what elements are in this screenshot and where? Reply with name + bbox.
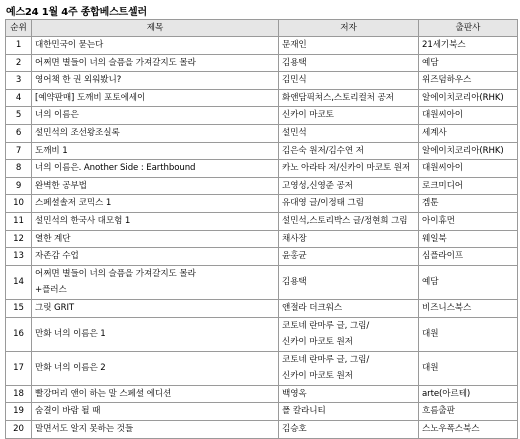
author-cell	[279, 160, 419, 178]
rank-cell-text: 18	[13, 388, 24, 399]
book-title-cell-text: 도깨비 1	[35, 145, 68, 156]
publisher-cell	[419, 265, 518, 299]
publisher-cell	[419, 317, 518, 351]
rank-cell	[6, 72, 32, 90]
publisher-cell	[419, 124, 518, 142]
rank-cell-text: 10	[13, 198, 24, 209]
rank-cell-text: 5	[15, 110, 22, 121]
rank-cell-text: 20	[13, 424, 24, 435]
publisher-cell-text: 예담	[422, 57, 439, 68]
rank-cell	[6, 89, 32, 107]
rank-cell-text: 17	[13, 362, 24, 373]
book-title-cell-text: 그릿 GRIT	[35, 302, 75, 313]
author-cell	[279, 142, 419, 160]
rank-cell	[6, 421, 32, 439]
book-title-cell-text: 숨결이 바람 될 때	[35, 406, 101, 417]
book-title-cell	[32, 107, 279, 125]
publisher-cell-text: 알에이치코리아(RHK)	[422, 92, 504, 103]
publisher-cell	[419, 385, 518, 403]
publisher-cell-text: 흐름출판	[422, 406, 455, 417]
book-title-cell-text: [예약판매] 도깨비 포토에세이	[35, 92, 146, 103]
rank-cell-text: 15	[13, 302, 24, 313]
book-title-cell	[32, 124, 279, 142]
author-cell	[279, 72, 419, 90]
author-cell-text: 채사장	[282, 233, 307, 244]
book-title-cell-text: 설민석의 한국사 대모험 1	[35, 215, 131, 226]
book-title-cell	[32, 299, 279, 317]
book-title-cell-text: 스페셜솔저 코믹스 1	[35, 198, 112, 209]
book-title-cell-text: 대한민국이 묻는다	[35, 40, 104, 50]
book-title-cell	[32, 177, 279, 195]
publisher-cell-text: 대원	[422, 362, 439, 373]
publisher-cell-text: 웨일북	[422, 233, 447, 244]
publisher-cell-text: 세계사	[422, 127, 447, 138]
table-row	[6, 160, 518, 178]
table-row	[6, 142, 518, 160]
rank-cell-text: 3	[15, 75, 22, 86]
book-title-cell-text: 말면서도 알지 못하는 것들	[35, 424, 134, 435]
rank-cell-text: 19	[13, 406, 24, 417]
publisher-cell	[419, 177, 518, 195]
book-title-cell-text: 어쩌면 별들이 너의 슬픔을 가져갈지도 몰라 +플러스	[35, 268, 196, 296]
rank-cell-text: 13	[13, 251, 24, 262]
author-cell	[279, 265, 419, 299]
book-title-cell	[32, 421, 279, 439]
author-cell-text: 윤홍균	[282, 251, 307, 262]
rank-cell-text: 8	[15, 163, 22, 174]
book-title-cell	[32, 248, 279, 266]
author-cell-text: 유대영 글/이정태 그림	[282, 198, 364, 209]
bestseller-table	[5, 19, 518, 439]
table-row	[6, 317, 518, 351]
author-cell	[279, 403, 419, 421]
author-cell-text: 화앤담픽쳐스,스토리컬처 공저	[282, 92, 394, 103]
publisher-cell	[419, 299, 518, 317]
author-cell-text: 폴 칼라니티	[282, 406, 326, 417]
rank-cell-text: 4	[15, 92, 22, 103]
author-cell	[279, 37, 419, 55]
author-cell-text: 카노 아라타 저/신카이 마코토 원저	[282, 163, 411, 174]
column-header-title: 제목	[32, 20, 279, 37]
book-title-cell-text: 열한 계단	[35, 233, 71, 244]
rank-cell-text: 6	[15, 127, 22, 138]
rank-cell-text: 14	[13, 277, 24, 288]
rank-cell	[6, 248, 32, 266]
rank-cell	[6, 37, 32, 55]
table-row	[6, 195, 518, 213]
author-cell-text: 김용택	[282, 57, 307, 68]
rank-cell	[6, 142, 32, 160]
table-row	[6, 177, 518, 195]
book-title-cell	[32, 403, 279, 421]
table-row	[6, 230, 518, 248]
publisher-cell	[419, 421, 518, 439]
table-header-row	[6, 20, 518, 37]
publisher-cell-text: 대원	[422, 328, 439, 339]
rank-cell-text: 16	[13, 328, 24, 339]
rank-cell-text: 7	[15, 145, 22, 156]
table-row	[6, 265, 518, 299]
rank-cell	[6, 265, 32, 299]
book-title-cell	[32, 89, 279, 107]
author-cell	[279, 351, 419, 385]
rank-cell	[6, 351, 32, 385]
book-title-cell	[32, 265, 279, 299]
publisher-cell	[419, 195, 518, 213]
author-cell	[279, 421, 419, 439]
publisher-cell	[419, 89, 518, 107]
page-title: 예스24 1월 4주 종합베스트셀러	[6, 7, 147, 18]
table-row	[6, 248, 518, 266]
publisher-cell	[419, 160, 518, 178]
publisher-cell-text: 예담	[422, 277, 439, 288]
author-cell	[279, 177, 419, 195]
book-title-cell	[32, 142, 279, 160]
publisher-cell-text: 스노우폭스북스	[422, 424, 480, 435]
book-title-cell	[32, 385, 279, 403]
author-cell-text: 코토네 란마루 글, 그림/ 신카이 마코토 원저	[282, 354, 370, 382]
author-cell-text: 김승호	[282, 424, 307, 435]
author-cell	[279, 89, 419, 107]
rank-cell	[6, 124, 32, 142]
author-cell-text: 김용택	[282, 277, 307, 288]
publisher-cell-text: 비즈니스북스	[422, 302, 472, 313]
table-row	[6, 299, 518, 317]
publisher-cell	[419, 351, 518, 385]
author-cell	[279, 54, 419, 72]
table-row	[6, 107, 518, 125]
column-header-author: 저자	[279, 20, 419, 37]
rank-cell-text: 11	[13, 215, 24, 226]
author-cell	[279, 124, 419, 142]
table-row	[6, 351, 518, 385]
author-cell-text: 설민석,스토리박스 글/정현희 그림	[282, 215, 408, 226]
rank-cell-text: 9	[15, 180, 22, 191]
author-cell-text: 코토네 란마루 글, 그림/ 신카이 마코토 원저	[282, 320, 370, 348]
rank-cell	[6, 107, 32, 125]
publisher-cell-text: 알에이치코리아(RHK)	[422, 145, 504, 156]
author-cell	[279, 299, 419, 317]
table-row	[6, 89, 518, 107]
rank-cell-text: 12	[13, 233, 24, 244]
book-title-cell	[32, 351, 279, 385]
book-title-cell	[32, 317, 279, 351]
table-row	[6, 54, 518, 72]
publisher-cell	[419, 230, 518, 248]
author-cell	[279, 385, 419, 403]
book-title-cell	[32, 72, 279, 90]
publisher-cell	[419, 72, 518, 90]
publisher-cell-text: 심플라이프	[422, 251, 464, 262]
book-title-cell-text: 어쩌면 별들이 너의 슬픔을 가져갈지도 몰라	[35, 57, 196, 68]
book-title-cell	[32, 195, 279, 213]
author-cell	[279, 212, 419, 230]
publisher-cell-text: 대원씨아이	[422, 110, 464, 121]
rank-cell-text: 1	[15, 40, 22, 50]
rank-cell	[6, 177, 32, 195]
author-cell-text: 백영옥	[282, 388, 307, 399]
book-title-cell-text: 너의 이름은. Another Side : Earthbound	[35, 163, 196, 174]
table-row	[6, 385, 518, 403]
publisher-cell	[419, 54, 518, 72]
book-title-cell	[32, 230, 279, 248]
author-cell-text: 문재인	[282, 40, 307, 50]
publisher-cell-text: 위즈덤하우스	[422, 75, 472, 86]
author-cell-text: 고영성,신영준 공저	[282, 180, 353, 191]
rank-cell	[6, 403, 32, 421]
rank-cell	[6, 385, 32, 403]
author-cell	[279, 248, 419, 266]
author-cell	[279, 107, 419, 125]
book-title-cell-text: 자존감 수업	[35, 251, 79, 262]
rank-cell-text: 2	[15, 57, 22, 68]
table-row	[6, 124, 518, 142]
author-cell	[279, 230, 419, 248]
rank-cell	[6, 54, 32, 72]
publisher-cell	[419, 212, 518, 230]
publisher-cell	[419, 142, 518, 160]
column-header-rank: 순위	[6, 20, 32, 37]
author-cell-text: 설민석	[282, 127, 307, 138]
rank-cell	[6, 317, 32, 351]
table-row	[6, 421, 518, 439]
book-title-cell-text: 빨강머리 앤이 하는 말 스페셜 에디션	[35, 388, 172, 399]
publisher-cell-text: 로크미디어	[422, 180, 464, 191]
publisher-cell-text: 겜툰	[422, 198, 439, 209]
rank-cell	[6, 195, 32, 213]
publisher-cell	[419, 248, 518, 266]
publisher-cell	[419, 403, 518, 421]
author-cell-text: 김민식	[282, 75, 307, 86]
book-title-cell	[32, 160, 279, 178]
book-title-cell-text: 설민석의 조선왕조실록	[35, 127, 120, 138]
book-title-cell-text: 너의 이름은	[35, 110, 79, 121]
column-header-publisher: 출판사	[419, 20, 518, 37]
rank-cell	[6, 160, 32, 178]
rank-cell	[6, 212, 32, 230]
book-title-cell	[32, 37, 279, 55]
rank-cell	[6, 299, 32, 317]
table-row	[6, 72, 518, 90]
author-cell-text: 김은숙 원저/김수연 저	[282, 145, 364, 156]
publisher-cell-text: 아이휴먼	[422, 215, 455, 226]
book-title-cell	[32, 54, 279, 72]
publisher-cell-text: arte(아르테)	[422, 388, 471, 399]
rank-cell	[6, 230, 32, 248]
book-title-cell	[32, 212, 279, 230]
book-title-cell-text: 완벽한 공부법	[35, 180, 87, 191]
book-title-cell-text: 만화 너의 이름은 1	[35, 328, 106, 339]
author-cell-text: 신카이 마코토	[282, 110, 334, 121]
author-cell-text: 앤절라 더크워스	[282, 302, 343, 313]
table-row	[6, 37, 518, 55]
book-title-cell-text: 영어책 한 권 외워봤니?	[35, 75, 122, 86]
publisher-cell	[419, 37, 518, 55]
book-title-cell-text: 만화 너의 이름은 2	[35, 362, 106, 373]
author-cell	[279, 317, 419, 351]
author-cell	[279, 195, 419, 213]
table-row	[6, 212, 518, 230]
publisher-cell	[419, 107, 518, 125]
publisher-cell-text: 대원씨아이	[422, 163, 464, 174]
table-row	[6, 403, 518, 421]
publisher-cell-text: 21세기북스	[422, 40, 466, 50]
